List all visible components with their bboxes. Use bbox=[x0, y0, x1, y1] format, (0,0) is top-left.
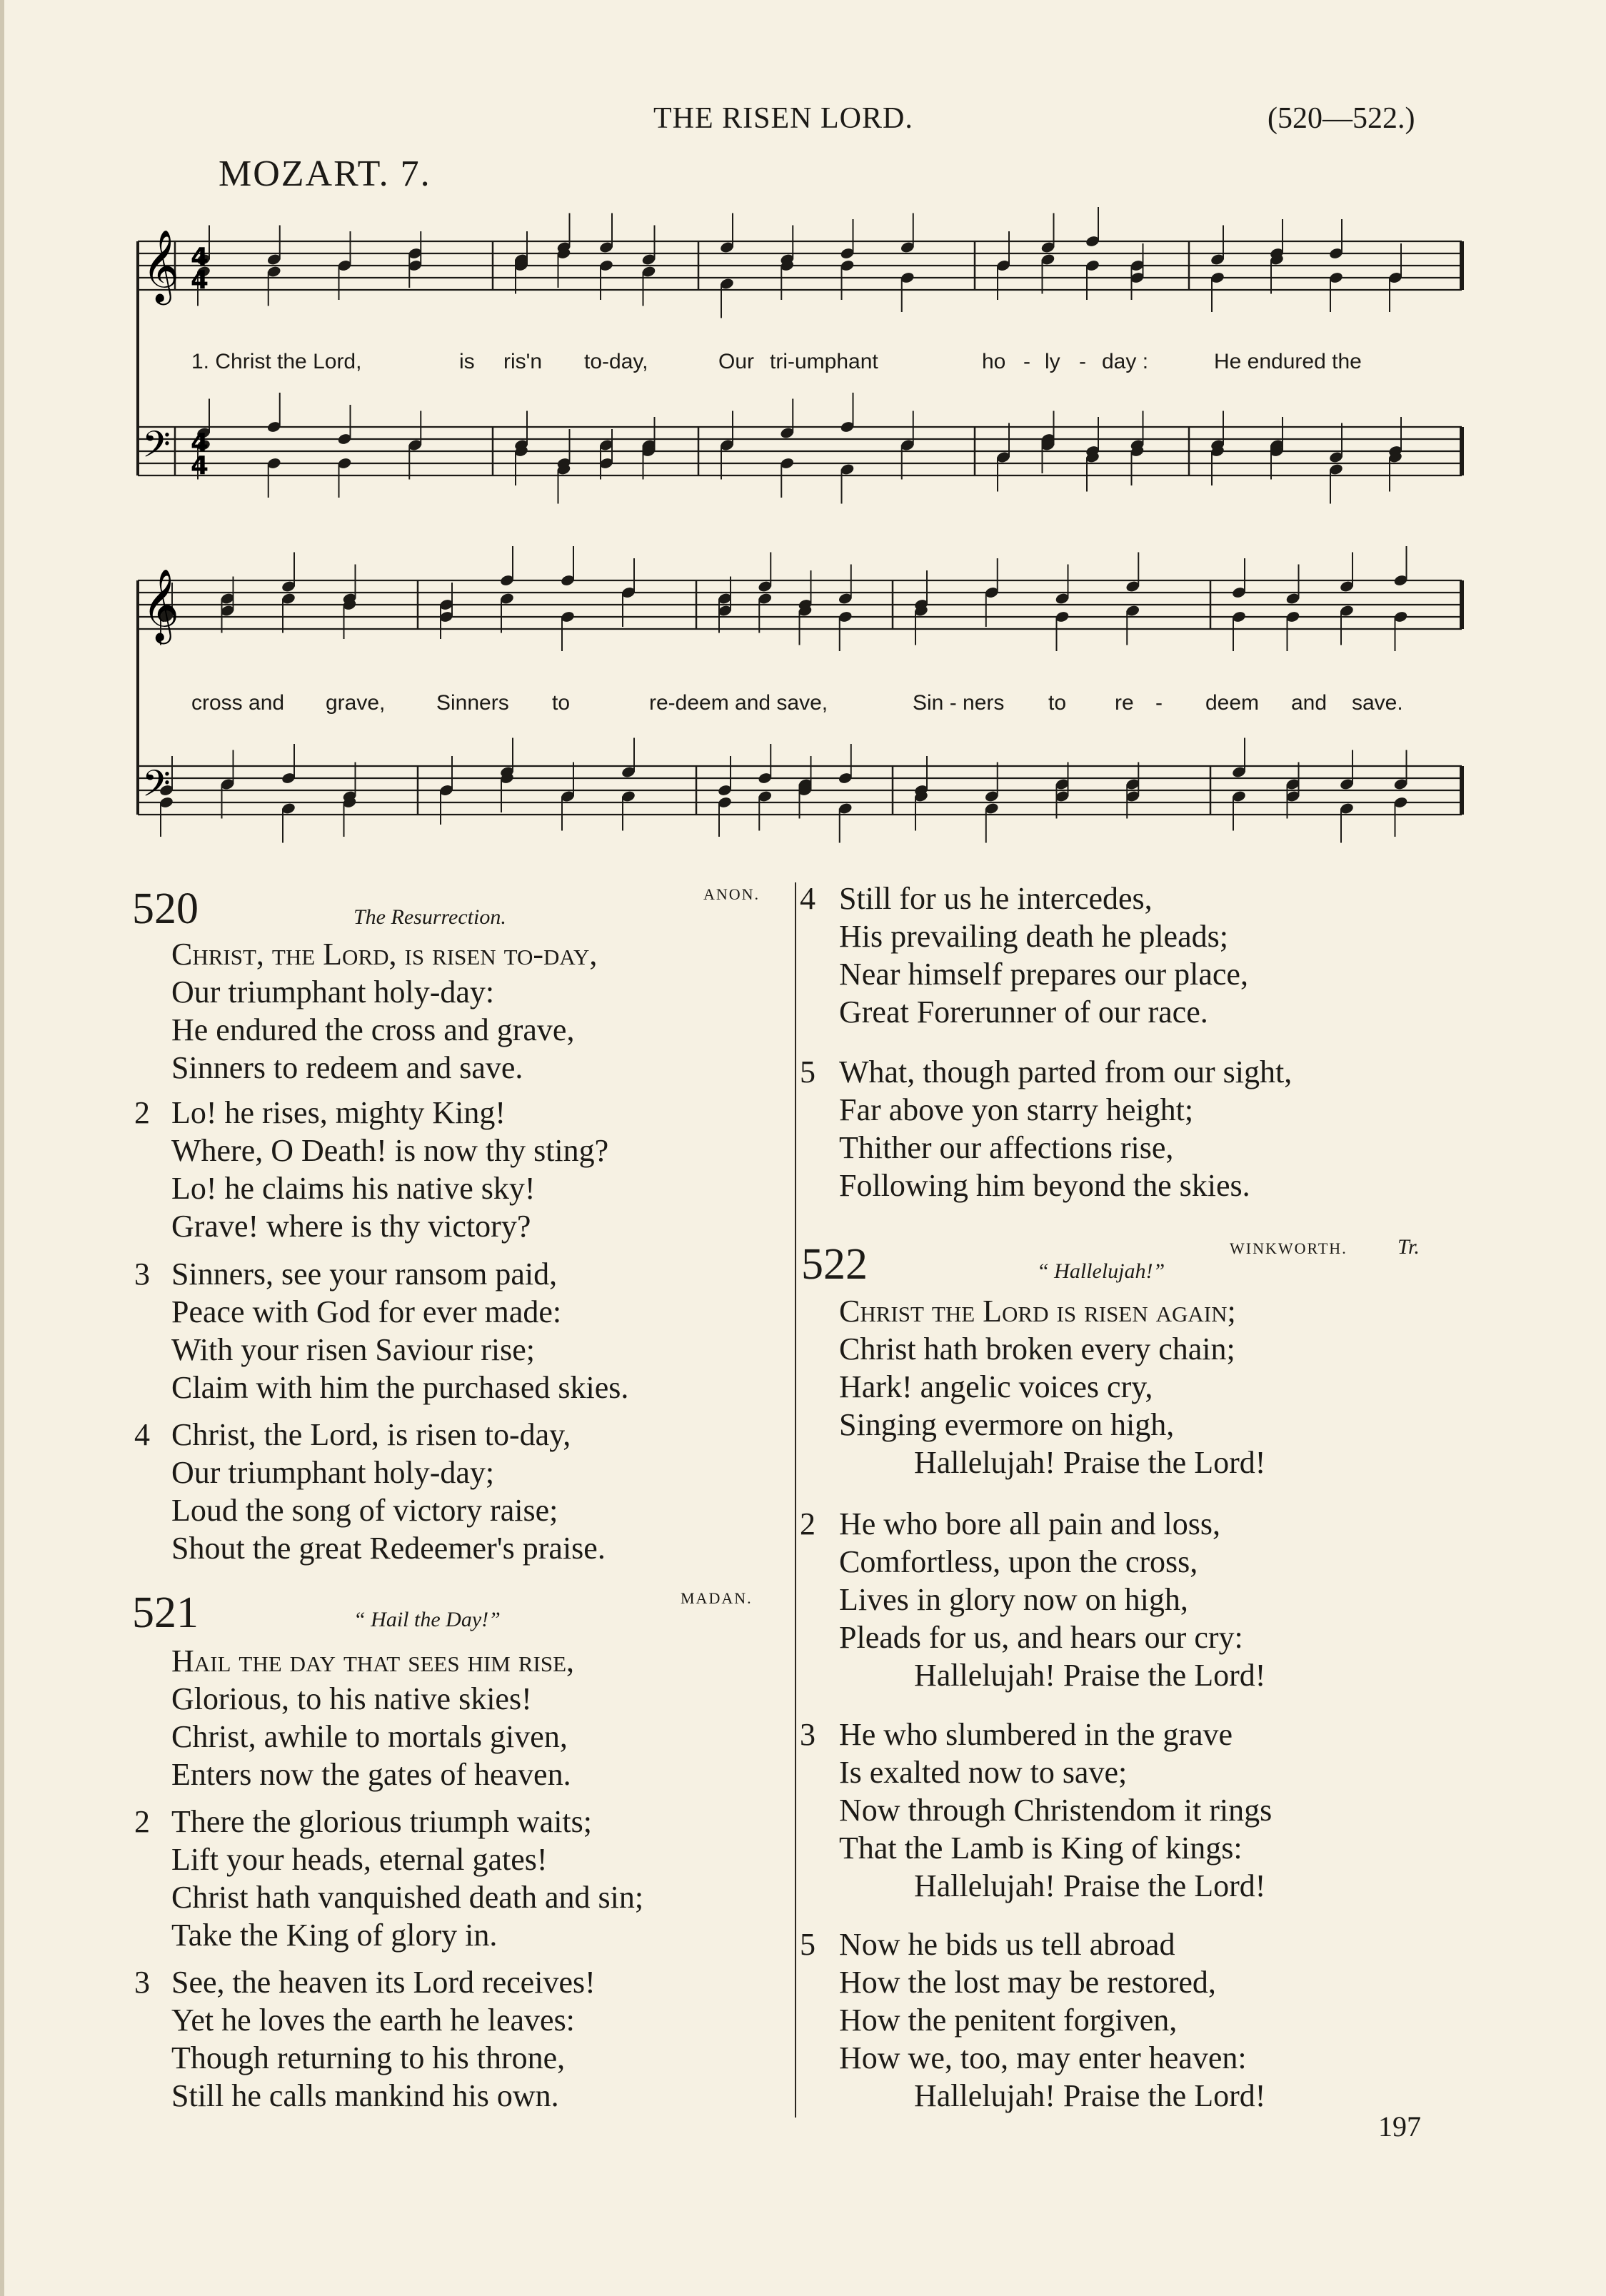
verse-line: Our triumphant holy-day; bbox=[171, 1455, 495, 1490]
lyric: is bbox=[459, 350, 475, 373]
hymn-521-verse-1 bbox=[171, 1642, 574, 1793]
lyric: to bbox=[1048, 691, 1067, 715]
verse-number: 4 bbox=[134, 1417, 150, 1452]
time-signature: 4 bbox=[191, 451, 209, 480]
verse-line: There the glorious triumph waits; bbox=[171, 1804, 592, 1839]
verse-line: Now he bids us tell abroad bbox=[839, 1927, 1175, 1962]
verse-line: He who slumbered in the grave bbox=[839, 1717, 1233, 1752]
verse-line: With your risen Saviour rise; bbox=[171, 1332, 536, 1367]
verse-number: 3 bbox=[800, 1717, 815, 1752]
lyric: 1. Christ the Lord, bbox=[191, 350, 362, 373]
verse-line: What, though parted from our sight, bbox=[839, 1054, 1293, 1089]
verse-line: Hark! angelic voices cry, bbox=[839, 1369, 1153, 1404]
verse-line: How the lost may be restored, bbox=[839, 1965, 1216, 2000]
verse-line: Following him beyond the skies. bbox=[839, 1168, 1250, 1203]
hymn-521-verse-3 bbox=[134, 1963, 596, 2115]
verse-line: Christ hath vanquished death and sin; bbox=[171, 1880, 644, 1915]
verse-line: Is exalted now to save; bbox=[839, 1755, 1128, 1790]
verse-line: Christ, awhile to mortals given, bbox=[171, 1719, 568, 1754]
verse-line: That the Lamb is King of kings: bbox=[839, 1831, 1243, 1866]
verse-line: Peace with God for ever made: bbox=[171, 1294, 562, 1329]
verse-line: Loud the song of victory raise; bbox=[171, 1493, 558, 1528]
hymn-author: WINKWORTH. bbox=[1230, 1239, 1347, 1257]
verse-line: Where, O Death! is now thy sting? bbox=[171, 1133, 609, 1168]
verse-line: See, the heaven its Lord receives! bbox=[171, 1965, 596, 2000]
page-edge bbox=[0, 0, 4, 2296]
hymn-521-header bbox=[132, 1583, 768, 1641]
verse-line: Great Forerunner of our race. bbox=[839, 995, 1208, 1029]
lyric: cross and bbox=[191, 691, 285, 715]
lyric: - bbox=[1023, 350, 1030, 373]
verse-line: Lives in glory now on high, bbox=[839, 1582, 1188, 1617]
lyric: re-deem and save, bbox=[649, 691, 828, 715]
lyric: ho bbox=[982, 350, 1006, 373]
lyric: deem bbox=[1205, 691, 1260, 715]
verse-line: Sinners to redeem and save. bbox=[171, 1050, 523, 1085]
hymn-520-verse-2 bbox=[134, 1094, 609, 1245]
verse-line: Take the King of glory in. bbox=[171, 1918, 498, 1953]
running-head-range: (520—522.) bbox=[1268, 102, 1415, 135]
hymn-522-verse-2 bbox=[800, 1505, 1266, 1694]
lyric: to bbox=[552, 691, 571, 715]
verse-number: 5 bbox=[800, 1927, 815, 1962]
verse-line: Lo! he rises, mighty King! bbox=[171, 1095, 506, 1130]
hymn-521-verse-2 bbox=[134, 1803, 644, 1954]
hymn-title: The Resurrection. bbox=[353, 905, 506, 929]
hymn-520-verse-1 bbox=[171, 935, 597, 1087]
treble-clef: 𝄞 bbox=[142, 568, 180, 641]
verse-number: 2 bbox=[134, 1804, 150, 1839]
hymn-520-header bbox=[132, 880, 768, 937]
verse-line: How we, too, may enter heaven: bbox=[839, 2040, 1247, 2075]
verse-line: He endured the cross and grave, bbox=[171, 1012, 575, 1047]
lyric: ly bbox=[1045, 350, 1060, 373]
verse-line: Lift your heads, eternal gates! bbox=[171, 1842, 548, 1877]
verse-line: Lo! he claims his native sky! bbox=[171, 1171, 536, 1206]
verse-line-text: Christ the Lord is risen again; bbox=[839, 1294, 1236, 1329]
lyric: save. bbox=[1352, 691, 1403, 715]
time-signature: 4 bbox=[191, 243, 209, 272]
verse-line bbox=[171, 1642, 574, 1680]
verse-line: Still for us he intercedes, bbox=[839, 881, 1153, 916]
tune-name: MOZART. 7. bbox=[219, 153, 431, 194]
bass-clef: 𝄢 bbox=[142, 762, 171, 814]
hymn-title: “ Hail the Day!” bbox=[353, 1608, 501, 1631]
verse-line-text: Christ, the Lord, is risen to-day, bbox=[171, 937, 598, 972]
hymn-author-suffix: Tr. bbox=[1397, 1235, 1420, 1259]
lyric: Sin - ners bbox=[913, 691, 1005, 715]
treble-clef: 𝄞 bbox=[142, 228, 180, 302]
lyric: day : bbox=[1102, 350, 1149, 373]
hymn-520-verse-4 bbox=[134, 1416, 606, 1567]
refrain-line: Hallelujah! Praise the Lord! bbox=[914, 1868, 1266, 1903]
verse-line: Singing evermore on high, bbox=[839, 1407, 1175, 1442]
hymn-number: 522 bbox=[801, 1240, 868, 1289]
verse-line: He who bore all pain and loss, bbox=[839, 1506, 1220, 1541]
refrain-line: Hallelujah! Praise the Lord! bbox=[914, 2078, 1266, 2113]
verse-line: Glorious, to his native skies! bbox=[171, 1681, 532, 1716]
bass-clef: 𝄢 bbox=[142, 423, 171, 475]
verse-line: Sinners, see your ransom paid, bbox=[171, 1257, 558, 1292]
time-signature: 4 bbox=[191, 266, 209, 295]
lyric: - bbox=[1155, 691, 1163, 715]
verse-line: Now through Christendom it rings bbox=[839, 1793, 1273, 1828]
hymn-522-header bbox=[801, 1234, 1444, 1291]
verse-number: 4 bbox=[800, 881, 815, 916]
hymn-author: ANON. bbox=[703, 885, 761, 903]
hymn-521-verse-5 bbox=[800, 1053, 1293, 1204]
lyric: ris'n bbox=[503, 350, 543, 373]
hymn-522-verse-3 bbox=[800, 1716, 1273, 1905]
verse-line: How the penitent forgiven, bbox=[839, 2003, 1178, 2038]
lyric: Our bbox=[718, 350, 755, 373]
lyric: re bbox=[1115, 691, 1134, 715]
page-number: 197 bbox=[1378, 2110, 1421, 2143]
hymn-author: MADAN. bbox=[681, 1589, 753, 1607]
verse-line: Claim with him the purchased skies. bbox=[171, 1370, 629, 1405]
hymn-title: “ Hallelujah!” bbox=[1037, 1259, 1165, 1283]
lyric: - bbox=[1079, 350, 1086, 373]
verse-line: Near himself prepares our place, bbox=[839, 957, 1248, 992]
refrain-line: Hallelujah! Praise the Lord! bbox=[914, 1658, 1266, 1693]
verse-number: 2 bbox=[134, 1095, 150, 1130]
verse-line: Though returning to his throne, bbox=[171, 2040, 566, 2075]
verse-number: 5 bbox=[800, 1054, 815, 1089]
verse-line: Enters now the gates of heaven. bbox=[171, 1757, 571, 1792]
verse-line: His prevailing death he pleads; bbox=[839, 919, 1228, 954]
running-head-title: THE RISEN LORD. bbox=[653, 102, 913, 135]
hymn-522-verse-1 bbox=[839, 1292, 1265, 1481]
lyric: tri-umphant bbox=[770, 350, 878, 373]
refrain-line: Hallelujah! Praise the Lord! bbox=[914, 1445, 1266, 1480]
lyric: He endured the bbox=[1214, 350, 1362, 373]
running-head bbox=[0, 101, 1606, 144]
lyric: to-day, bbox=[584, 350, 648, 373]
lyric: grave, bbox=[326, 691, 386, 715]
hymn-522-verse-5 bbox=[800, 1925, 1266, 2115]
verse-number: 3 bbox=[134, 1965, 150, 2000]
lyric: and bbox=[1291, 691, 1328, 715]
verse-line bbox=[171, 935, 597, 973]
verse-line: Still he calls mankind his own. bbox=[171, 2078, 559, 2113]
time-signature: 4 bbox=[191, 428, 209, 458]
verse-line: Christ hath broken every chain; bbox=[839, 1331, 1235, 1366]
verse-line: Thither our affections rise, bbox=[839, 1130, 1174, 1165]
verse-number: 3 bbox=[134, 1257, 150, 1292]
column-divider bbox=[795, 882, 796, 2118]
verse-line: Comfortless, upon the cross, bbox=[839, 1544, 1198, 1579]
verse-line bbox=[839, 1292, 1265, 1330]
verse-number: 2 bbox=[800, 1506, 815, 1541]
verse-line: Shout the great Redeemer's praise. bbox=[171, 1531, 606, 1566]
hymn-520-verse-3 bbox=[134, 1255, 629, 1406]
verse-line: Christ, the Lord, is risen to-day, bbox=[171, 1417, 571, 1452]
verse-line: Grave! where is thy victory? bbox=[171, 1209, 531, 1244]
verse-line: Our triumphant holy-day: bbox=[171, 975, 495, 1009]
verse-line: Far above yon starry height; bbox=[839, 1092, 1194, 1127]
verse-line-text: Hail the day that sees him rise, bbox=[171, 1643, 575, 1678]
verse-line: Yet he loves the earth he leaves: bbox=[171, 2003, 575, 2038]
hymn-521-verse-4 bbox=[800, 880, 1248, 1031]
lyric: Sinners bbox=[436, 691, 509, 715]
verse-line: Pleads for us, and hears our cry: bbox=[839, 1620, 1243, 1655]
hymn-number: 520 bbox=[132, 885, 199, 933]
hymn-number: 521 bbox=[132, 1588, 199, 1637]
